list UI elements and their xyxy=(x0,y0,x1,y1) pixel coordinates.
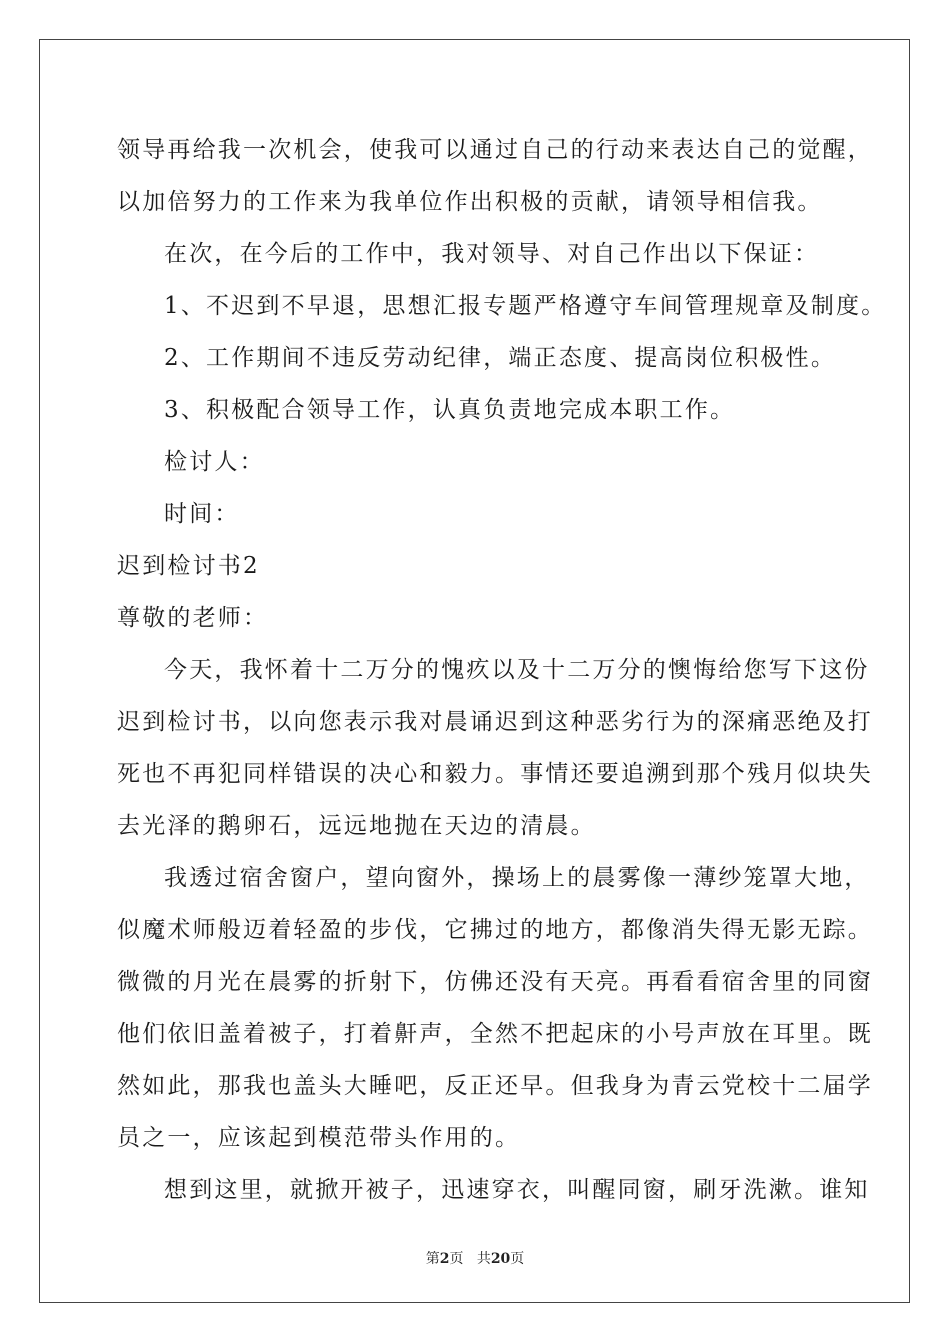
text-line: 检讨人： xyxy=(164,449,265,475)
text-line: 然如此，那我也盖头大睡吧，反正还早。但我身为青云党校十二届学 xyxy=(117,1073,873,1099)
text-line: 我透过宿舍窗户，望向窗外，操场上的晨雾像一薄纱笼罩大地， xyxy=(164,865,870,891)
text-line: 以加倍努力的工作来为我单位作出积极的贡献，请领导相信我。 xyxy=(117,189,823,215)
text-line: 领导再给我一次机会，使我可以通过自己的行动来表达自己的觉醒， xyxy=(117,137,873,163)
footer-prefix: 第 xyxy=(425,1251,440,1267)
text-line: 3、积极配合领导工作，认真负责地完成本职工作。 xyxy=(164,397,736,423)
text-line: 时间： xyxy=(164,501,240,527)
text-line: 去光泽的鹅卵石，远远地抛在天边的清晨。 xyxy=(117,813,596,839)
text-line: 他们依旧盖着被子，打着鼾声，全然不把起床的小号声放在耳里。既 xyxy=(117,1021,873,1047)
text-line: 员之一，应该起到模范带头作用的。 xyxy=(117,1125,521,1151)
document-body xyxy=(117,124,887,1216)
text-line: 微微的月光在晨雾的折射下，仿佛还没有天亮。再看看宿舍里的同窗 xyxy=(117,969,873,995)
text-line: 在次，在今后的工作中，我对领导、对自己作出以下保证： xyxy=(164,241,820,267)
page-footer xyxy=(0,1248,950,1268)
footer-page-unit: 页 xyxy=(449,1251,464,1267)
text-line: 迟到检讨书2 xyxy=(117,553,260,579)
text-line: 迟到检讨书，以向您表示我对晨诵迟到这种恶劣行为的深痛恶绝及打 xyxy=(117,709,873,735)
text-line: 死也不再犯同样错误的决心和毅力。事情还要追溯到那个残月似块失 xyxy=(117,761,873,787)
text-line: 想到这里，就掀开被子，迅速穿衣，叫醒同窗，刷牙洗漱。谁知 xyxy=(164,1177,870,1203)
text-line: 1、不迟到不早退，思想汇报专题严格遵守车间管理规章及制度。 xyxy=(164,293,887,319)
total-page-count: 20 xyxy=(490,1251,511,1267)
text-line: 今天，我怀着十二万分的愧疚以及十二万分的懊悔给您写下这份 xyxy=(164,657,870,683)
text-line: 尊敬的老师： xyxy=(117,605,269,631)
current-page-number: 2 xyxy=(439,1251,450,1267)
text-line: 似魔术师般迈着轻盈的步伐，它拂过的地方，都像消失得无影无踪。 xyxy=(117,917,873,943)
footer-total-prefix: 共 xyxy=(476,1251,491,1267)
footer-total-unit: 页 xyxy=(510,1251,525,1267)
text-line: 2、工作期间不违反劳动纪律，端正态度、提高岗位积极性。 xyxy=(164,345,837,371)
